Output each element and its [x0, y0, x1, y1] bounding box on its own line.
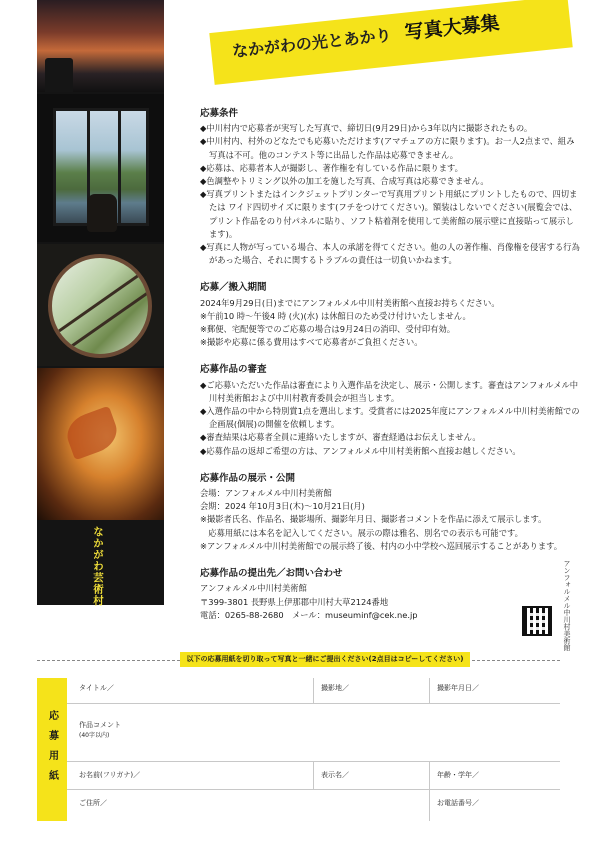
section-heading: 応募条件	[200, 108, 239, 119]
contact-address: 〒399-3801 長野県上伊那郡中川村大草2124番地	[200, 596, 389, 607]
field-name[interactable]: お名前(フリガナ)／	[79, 771, 141, 779]
lantern-photo	[37, 368, 164, 520]
list-item: ◆中川村内で応募者が実写した写真で、締切日(9月29日)から3年以内に撮影されたもの。	[200, 123, 533, 134]
window-frame-bar	[118, 111, 121, 223]
form-row-address	[67, 790, 560, 821]
form-side-text: 応募用紙	[46, 709, 58, 790]
field-date[interactable]: 撮影年月日／	[437, 684, 479, 692]
main-content	[200, 107, 580, 636]
list-item: ◆中川村内、村外のどなたでも応募いただけます(アマチュアの方に限ります)。お一人2点まで、組み写真は不可。他のコンテスト等に出品した作品は応募できません。	[200, 136, 575, 160]
vertical-label: なかがわ芸術村	[92, 526, 104, 607]
sunset-photo	[37, 0, 164, 92]
list-item: ◆審査結果は応募者全員に連絡いたしますが、審査経過はお伝えしません。	[200, 432, 481, 443]
list-item: ◆入選作品の中から特別賞1点を選出します。受賞者には2025年度にアンフォルメル中川村美術館での企画展(個展)の開催を依頼します。	[200, 406, 580, 430]
title-line1: なかがわの光とあかり	[231, 25, 393, 61]
field-display-name[interactable]: 表示名／	[321, 771, 349, 779]
text-line: ※アンフォルメル中川村美術館での展示終了後、村内の小中学校へ巡回展示することがあります。	[200, 540, 563, 551]
section-heading: 応募／搬入期間	[200, 282, 267, 294]
list-item: ◆色調整やトリミング以外の加工を施した写真、合成写真は応募できません。	[200, 176, 489, 187]
text-line: 応募用紙には本名を記入してください。展示の際は雅名、別名での表示も可能です。	[200, 527, 523, 538]
divider	[429, 678, 430, 704]
divider	[313, 678, 314, 704]
side-organization: アンフォルメル中川村美術館	[563, 560, 571, 651]
text-line: ※午前10 時〜午後4 時 (火)(水) は休館日のため受け付けいたしません。	[200, 310, 471, 321]
divider	[313, 762, 314, 790]
list-item: ◆ご応募いただいた作品は審査により入選作品を決定し、展示・公開します。審査はアンフォルメル中川村美術館および中川村教育委員会が担当します。	[200, 379, 579, 403]
list-item: ◆写真に人物が写っている場合、本人の承諾を得てください。他の人の著作権、肖像権を侵害する行為があった場合、それに関するトラブルの責任は一切負いかねます。	[200, 242, 580, 266]
list-item: ◆応募は、応募者本人が撮影し、著作権を有している作品に限ります。	[200, 162, 463, 173]
field-address[interactable]: ご住所／	[79, 799, 107, 807]
form-side-label	[37, 678, 67, 821]
section-heading: 応募作品の展示・公開	[200, 472, 296, 484]
field-place[interactable]: 撮影地／	[321, 684, 349, 692]
contact-phone-email: 電話：0265-88-2680 メール：museuminf@cek.ne.jp	[200, 609, 418, 620]
cut-notice: 以下の応募用紙を切り取って写真と一緒にご提出ください(2点目はコピーしてください)	[180, 652, 470, 667]
text-line: ※撮影者氏名、作品名、撮影場所、撮影年月日、撮影者コメントを作品に添えて展示します。	[200, 514, 547, 525]
field-title[interactable]: タイトル／	[79, 684, 114, 692]
field-age[interactable]: 年齢・学年／	[437, 771, 479, 779]
round-window	[48, 254, 152, 358]
list-item: ◆写真プリントまたはインクジェットプリンターで写真用プリント用紙にプリントしたもので、四切または ワイド四切サイズに限ります(フチをつけてください)。額装はしないでください(展覧会では、プリント作品をのり付パネルに貼り、ソフト粘着剤を使用して美術館の展示壁に直接貼って展示します)。	[200, 189, 578, 239]
tree-silhouette	[45, 58, 73, 92]
section-conditions	[200, 107, 580, 267]
section-exhibition	[200, 472, 580, 553]
text-line: 会場：アンフォルメル中川村美術館	[200, 488, 332, 499]
list-item: ◆応募作品の返却ご希望の方は、アンフォルメル中川村美術館へ直接お越しください。	[200, 445, 521, 456]
form-row-comment	[67, 704, 560, 762]
text-line: ※撮影や応募に係る費用はすべて応募者がご負担ください。	[200, 337, 423, 348]
text-line: 会期：2024 年10月3日(木)〜10月21日(月)	[200, 501, 365, 512]
photo-strip	[37, 0, 164, 605]
lattice-bar	[48, 276, 152, 358]
qr-code[interactable]	[522, 606, 552, 636]
window-photo	[37, 94, 164, 242]
field-phone[interactable]: お電話番号／	[437, 799, 479, 807]
maple-leaf	[62, 406, 123, 461]
text-line: 2024年9月29日(日)までにアンフォルメル中川村美術館へ直接お持ちください。	[200, 297, 500, 308]
section-review	[200, 363, 580, 457]
vase-silhouette	[87, 194, 117, 232]
round-window-photo	[37, 244, 164, 366]
entry-form	[37, 678, 560, 821]
field-comment-note: (40字以内)	[79, 732, 110, 739]
field-comment[interactable]: 作品コメント	[79, 721, 121, 729]
section-heading: 応募作品の提出先／お問い合わせ	[200, 568, 343, 580]
section-period	[200, 281, 580, 349]
title-line2: 写真大募集	[403, 11, 501, 44]
contact-org: アンフォルメル中川村美術館	[200, 583, 307, 594]
text-line: ※郵便、宅配便等でのご応募の場合は9月24日の消印、受付印有効。	[200, 324, 456, 335]
section-heading: 応募作品の審査	[200, 364, 267, 376]
